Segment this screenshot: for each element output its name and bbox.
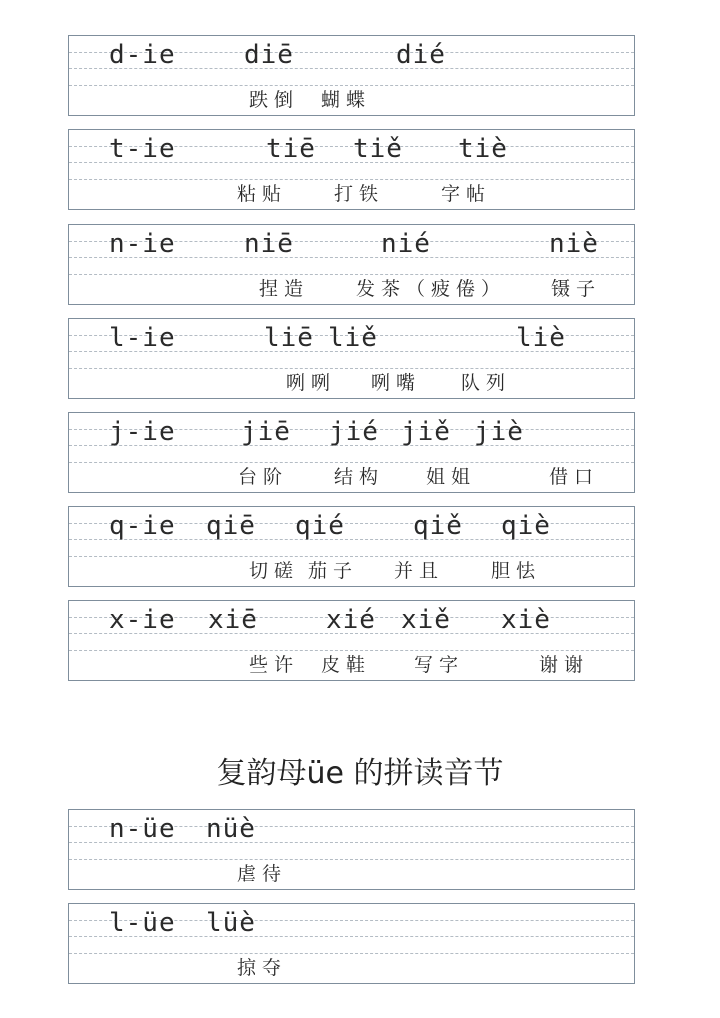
example-word: 切磋: [249, 560, 300, 582]
example-word: 借口: [549, 466, 600, 488]
syllable: liè: [516, 323, 566, 353]
pinyin-card-l-ie: [68, 318, 635, 399]
pinyin-card-n-ue: [68, 809, 635, 890]
example-word: 谢谢: [539, 654, 590, 676]
guide-line: [69, 953, 634, 954]
example-word: 发茶（疲倦）: [356, 278, 507, 300]
example-word: 并且: [394, 560, 445, 582]
syllable: xiē: [208, 605, 258, 635]
example-word: 姐姐: [426, 466, 477, 488]
pinyin-card-n-ie: [68, 224, 635, 305]
example-word: 咧嘴: [371, 372, 422, 394]
syllable: lüè: [206, 908, 256, 938]
initial-final-combo: q-ie: [109, 511, 176, 541]
guide-line: [69, 556, 634, 557]
syllable: qiē: [206, 511, 256, 541]
example-word: 跌倒: [249, 89, 300, 111]
syllable: dié: [396, 40, 446, 70]
pinyin-card-t-ie: [68, 129, 635, 210]
syllable: jiè: [474, 417, 524, 447]
syllable: niè: [549, 229, 599, 259]
initial-final-combo: n-ie: [109, 229, 176, 259]
pinyin-card-l-ue: [68, 903, 635, 984]
syllable: jié: [329, 417, 379, 447]
initial-final-combo: l-üe: [109, 908, 176, 938]
syllable: nüè: [206, 814, 256, 844]
example-word: 打铁: [334, 183, 385, 205]
syllable: tiè: [458, 134, 508, 164]
syllable: diē: [244, 40, 294, 70]
syllable: xiè: [501, 605, 551, 635]
example-word: 咧咧: [286, 372, 337, 394]
pinyin-card-d-ie: [68, 35, 635, 116]
guide-line: [69, 274, 634, 275]
example-word: 些许: [249, 654, 300, 676]
guide-line: [69, 179, 634, 180]
example-word: 台阶: [238, 466, 289, 488]
example-word: 镊子: [551, 278, 602, 300]
example-word: 写字: [414, 654, 465, 676]
example-word: 茄子: [308, 560, 359, 582]
example-word: 粘贴: [237, 183, 288, 205]
example-word: 结构: [334, 466, 385, 488]
guide-line: [69, 650, 634, 651]
section-title-ue: [0, 754, 720, 794]
title-suffix: 的拼读音节: [343, 756, 504, 791]
guide-line: [69, 462, 634, 463]
syllable: jiě: [401, 417, 451, 447]
guide-line: [69, 859, 634, 860]
initial-final-combo: x-ie: [109, 605, 176, 635]
syllable: xié: [326, 605, 376, 635]
syllable: xiě: [401, 605, 451, 635]
pinyin-card-x-ie: [68, 600, 635, 681]
syllable: niē: [244, 229, 294, 259]
example-word: 皮鞋: [321, 654, 372, 676]
syllable: qiè: [501, 511, 551, 541]
initial-final-combo: j-ie: [109, 417, 176, 447]
example-word: 虐待: [237, 863, 288, 885]
syllable: jiē: [241, 417, 291, 447]
syllable: nié: [381, 229, 431, 259]
example-word: 蝴蝶: [321, 89, 372, 111]
pinyin-card-q-ie: [68, 506, 635, 587]
initial-final-combo: t-ie: [109, 134, 176, 164]
syllable: liě: [328, 323, 378, 353]
syllable: qié: [295, 511, 345, 541]
initial-final-combo: n-üe: [109, 814, 176, 844]
syllable: liē: [264, 323, 314, 353]
pinyin-card-j-ie: [68, 412, 635, 493]
example-word: 队列: [461, 372, 512, 394]
title-latin: üe: [306, 756, 344, 791]
example-word: 掠夺: [237, 957, 288, 979]
example-word: 字帖: [441, 183, 492, 205]
syllable: qiě: [413, 511, 463, 541]
initial-final-combo: l-ie: [109, 323, 176, 353]
initial-final-combo: d-ie: [109, 40, 176, 70]
example-word: 胆怯: [491, 560, 542, 582]
example-word: 捏造: [259, 278, 310, 300]
title-prefix: 复韵母: [216, 756, 307, 791]
syllable: tiē: [266, 134, 316, 164]
guide-line: [69, 85, 634, 86]
syllable: tiě: [353, 134, 403, 164]
guide-line: [69, 368, 634, 369]
